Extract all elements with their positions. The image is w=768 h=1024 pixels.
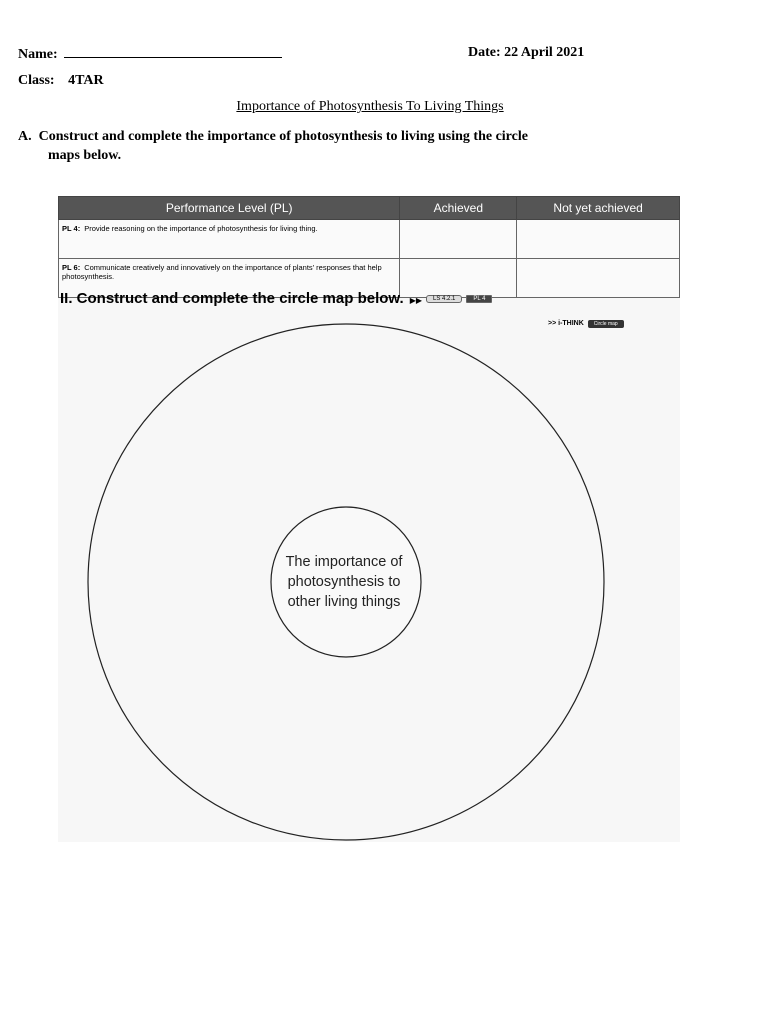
name-label: Name: [18,47,58,62]
pl-text: Provide reasoning on the importance of photosynthesis for living thing. [84,224,318,233]
name-field [18,45,282,63]
pl-code: PL 4: [62,224,81,233]
center-line-2: photosynthesis to [287,574,401,590]
table-header-not-achieved: Not yet achieved [517,197,680,220]
instruction-a [18,127,628,165]
date-field: Date: 22 April 2021 [468,45,585,60]
logo-pill: Circle map [588,320,624,328]
name-blank-line[interactable] [64,45,282,58]
double-arrow-icon: ▶▶ [409,296,422,305]
center-line-1: The importance of [285,554,403,570]
class-value: 4TAR [68,73,104,88]
section-2-text: II. Construct and complete the circle map below. [60,290,404,307]
table-header-pl: Performance Level (PL) [59,197,400,220]
table-header-achieved: Achieved [400,197,517,220]
circle-map-center-text [267,552,421,612]
class-field [18,73,104,89]
instruction-line-2: maps below. [48,148,122,163]
class-label: Class: [18,73,55,88]
pl-tag: PL 4 [466,295,492,303]
circle-map [58,196,680,842]
standard-tag: LS 4.2.1 [426,295,462,303]
logo-text: >> i-THINK [548,320,584,327]
instruction-line-1: Construct and complete the importance of photosynthesis to living using the circle [38,129,528,144]
scanned-worksheet [58,196,680,842]
instruction-letter: A. [18,129,32,144]
pl-text: Communicate creatively and innovatively on the importance of plants' responses that help photosynthesis. [62,263,382,281]
worksheet-title: Importance of Photosynthesis To Living Things [236,99,504,114]
pl-code: PL 6: [62,263,81,272]
center-line-3: other living things [287,594,401,610]
